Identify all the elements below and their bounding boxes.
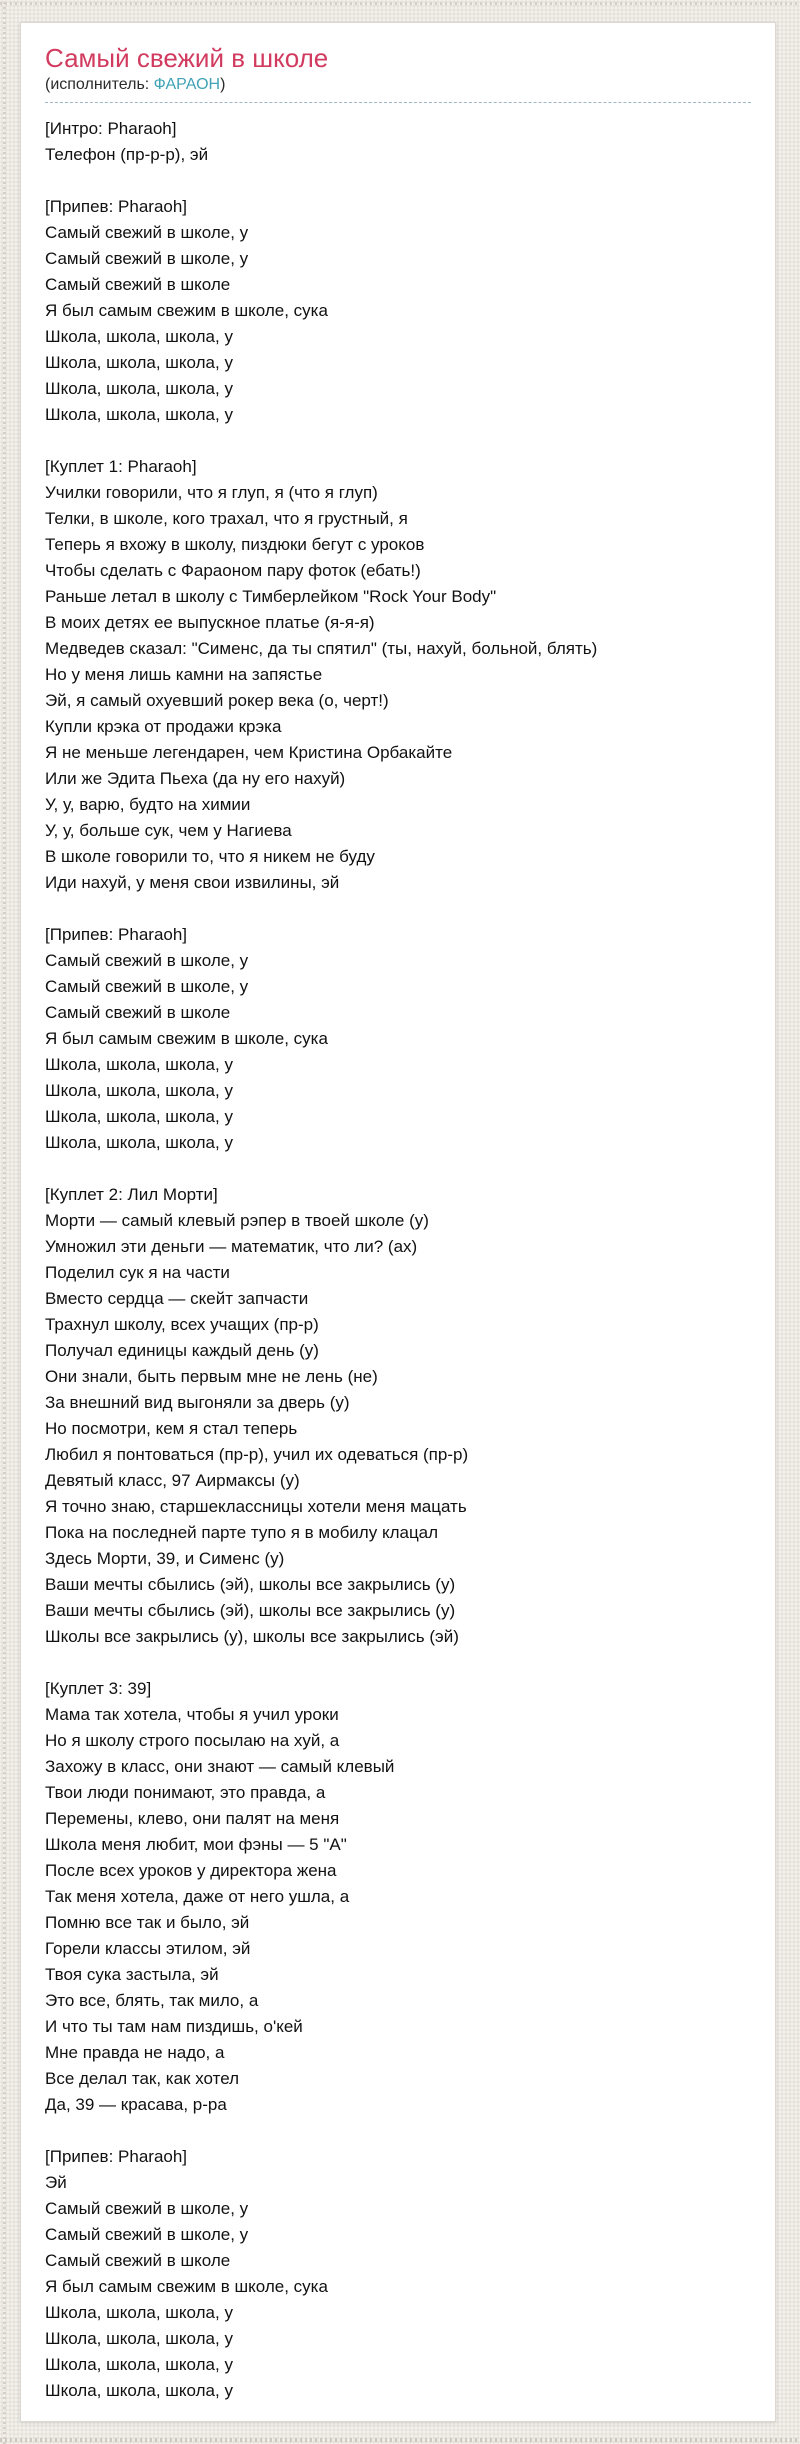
lyrics-line: Школа, школа, школа, у (45, 327, 233, 346)
lyrics-line: Умножил эти деньги — математик, что ли? (ах) (45, 1237, 418, 1256)
lyrics-line: Я точно знаю, старшеклассницы хотели меня мацать (45, 1497, 467, 1516)
lyrics-line: Медведев сказал: "Сименс, да ты спятил" (ты, нахуй, больной, блять) (45, 639, 598, 658)
lyrics-line: Мама так хотела, чтобы я учил уроки (45, 1705, 339, 1724)
lyrics-line: После всех уроков у директора жена (45, 1861, 337, 1880)
lyrics-line: Ваши мечты сбылись (эй), школы все закрылись (у) (45, 1575, 456, 1594)
section-header: [Куплет 1: Pharaoh] (45, 457, 197, 476)
lyrics-line: Я был самым свежим в школе, сука (45, 1029, 328, 1048)
lyrics-line: В моих детях ее выпускное платье (я-я-я) (45, 613, 375, 632)
lyrics-section (45, 922, 751, 1156)
lyrics-line: Иди нахуй, у меня свои извилины, эй (45, 873, 340, 892)
lyrics-line: Школы все закрылись (у), школы все закрылись (эй) (45, 1627, 459, 1646)
lyrics-section (45, 1676, 751, 2118)
artist-link[interactable]: ФАРАОН (153, 76, 221, 93)
section-header: [Припев: Pharaoh] (45, 2147, 188, 2166)
lyrics-line: Школа меня любит, мои фэны — 5 "А" (45, 1835, 347, 1854)
lyrics-line: Школа, школа, школа, у (45, 379, 233, 398)
section-header: [Припев: Pharaoh] (45, 197, 188, 216)
lyrics-line: Мне правда не надо, а (45, 2043, 225, 2062)
lyrics-line: Школа, школа, школа, у (45, 2355, 233, 2374)
lyrics-line: Любил я понтоваться (пр-р), учил их одеваться (пр-р) (45, 1445, 469, 1464)
lyrics-line: Эй, я самый охуевший рокер века (о, черт!) (45, 691, 389, 710)
lyrics-line: Но у меня лишь камни на запястье (45, 665, 323, 684)
artist-label-suffix: ) (220, 76, 226, 93)
lyrics-line: Школа, школа, школа, у (45, 1081, 233, 1100)
lyrics-line: За внешний вид выгоняли за дверь (у) (45, 1393, 350, 1412)
section-header: [Припев: Pharaoh] (45, 925, 188, 944)
page-title: Самый свежий в школе (45, 43, 329, 73)
lyrics-line: Да, 39 — красава, р-ра (45, 2095, 227, 2114)
section-header: [Интро: Pharaoh] (45, 119, 177, 138)
lyrics-line: Самый свежий в школе (45, 2251, 231, 2270)
lyrics (45, 116, 751, 2404)
lyrics-line: Девятый класс, 97 Аирмаксы (у) (45, 1471, 300, 1490)
lyrics-line: Школа, школа, школа, у (45, 1133, 233, 1152)
lyrics-line: И что ты там нам пиздишь, о'кей (45, 2017, 303, 2036)
lyrics-line: Я не меньше легендарен, чем Кристина Орбакайте (45, 743, 453, 762)
page-texture-bottom (0, 2438, 800, 2442)
header-divider (45, 102, 751, 103)
lyrics-line: Самый свежий в школе, у (45, 2199, 249, 2218)
lyrics-line: Самый свежий в школе, у (45, 223, 249, 242)
lyrics-card (20, 22, 776, 2422)
lyrics-section (45, 1182, 751, 1650)
lyrics-line: Так меня хотела, даже от него ушла, а (45, 1887, 350, 1906)
lyrics-line: Я был самым свежим в школе, сука (45, 301, 328, 320)
lyrics-line: Здесь Морти, 39, и Сименс (у) (45, 1549, 285, 1568)
lyrics-line: У, у, больше сук, чем у Нагиева (45, 821, 292, 840)
lyrics-line: Перемены, клево, они палят на меня (45, 1809, 340, 1828)
section-header: [Куплет 3: 39] (45, 1679, 152, 1698)
lyrics-line: В школе говорили то, что я никем не буду (45, 847, 375, 866)
lyrics-line: Самый свежий в школе, у (45, 2225, 249, 2244)
lyrics-line: Горели классы этилом, эй (45, 1939, 251, 1958)
lyrics-line: Ваши мечты сбылись (эй), школы все закрылись (у) (45, 1601, 456, 1620)
page-texture-top (0, 2, 800, 5)
lyrics-line: Училки говорили, что я глуп, я (что я глуп) (45, 483, 378, 502)
lyrics-line: У, у, варю, будто на химии (45, 795, 251, 814)
lyrics-line: Чтобы сделать с Фараоном пару фоток (ебать!) (45, 561, 421, 580)
artist-label: (исполнитель: (45, 76, 154, 93)
lyrics-line: Телки, в школе, кого трахал, что я грустный, я (45, 509, 408, 528)
lyrics-line: Школа, школа, школа, у (45, 2381, 233, 2400)
lyrics-line: Трахнул школу, всех учащих (пр-р) (45, 1315, 319, 1334)
lyrics-line: Пока на последней парте тупо я в мобилу клацал (45, 1523, 439, 1542)
lyrics-line: Но посмотри, кем я стал теперь (45, 1419, 298, 1438)
lyrics-line: Школа, школа, школа, у (45, 1055, 233, 1074)
lyrics-line: Самый свежий в школе, у (45, 249, 249, 268)
lyrics-line: Школа, школа, школа, у (45, 353, 233, 372)
lyrics-line: Твои люди понимают, это правда, а (45, 1783, 326, 1802)
lyrics-line: Твоя сука застыла, эй (45, 1965, 219, 1984)
lyrics-line: Самый свежий в школе, у (45, 977, 249, 996)
lyrics-line: Школа, школа, школа, у (45, 405, 233, 424)
lyrics-line: Я был самым свежим в школе, сука (45, 2277, 328, 2296)
lyrics-line: Все делал так, как хотел (45, 2069, 239, 2088)
lyrics-line: Эй (45, 2173, 67, 2192)
lyrics-line: Школа, школа, школа, у (45, 2303, 233, 2322)
lyrics-section (45, 116, 751, 168)
lyrics-line: Получал единицы каждый день (у) (45, 1341, 319, 1360)
lyrics-line: Но я школу строго посылаю на хуй, а (45, 1731, 340, 1750)
lyrics-line: Самый свежий в школе (45, 275, 231, 294)
lyrics-section (45, 454, 751, 896)
section-header: [Куплет 2: Лил Морти] (45, 1185, 218, 1204)
lyrics-line: Теперь я вхожу в школу, пиздюки бегут с уроков (45, 535, 425, 554)
lyrics-line: Поделил сук я на части (45, 1263, 230, 1282)
lyrics-line: Телефон (пр-р-р), эй (45, 145, 209, 164)
lyrics-line: Вместо сердца — скейт запчасти (45, 1289, 309, 1308)
lyrics-line: Помню все так и было, эй (45, 1913, 250, 1932)
lyrics-line: Это все, блять, так мило, а (45, 1991, 259, 2010)
lyrics-line: Самый свежий в школе, у (45, 951, 249, 970)
lyrics-line: Захожу в класс, они знают — самый клевый (45, 1757, 395, 1776)
lyrics-line: Раньше летал в школу с Тимберлейком "Rock Your Body" (45, 587, 497, 606)
lyrics-line: Школа, школа, школа, у (45, 1107, 233, 1126)
lyrics-section (45, 194, 751, 428)
lyrics-line: Самый свежий в школе (45, 1003, 231, 1022)
artist-line (45, 75, 751, 95)
lyrics-line: Купли крэка от продажи крэка (45, 717, 282, 736)
lyrics-line: Или же Эдита Пьеха (да ну его нахуй) (45, 769, 346, 788)
lyrics-line: Морти — самый клевый рэпер в твоей школе (у) (45, 1211, 429, 1230)
lyrics-line: Они знали, быть первым мне не лень (не) (45, 1367, 378, 1386)
page-texture-left (3, 0, 6, 2444)
lyrics-section (45, 2144, 751, 2404)
lyrics-line: Школа, школа, школа, у (45, 2329, 233, 2348)
